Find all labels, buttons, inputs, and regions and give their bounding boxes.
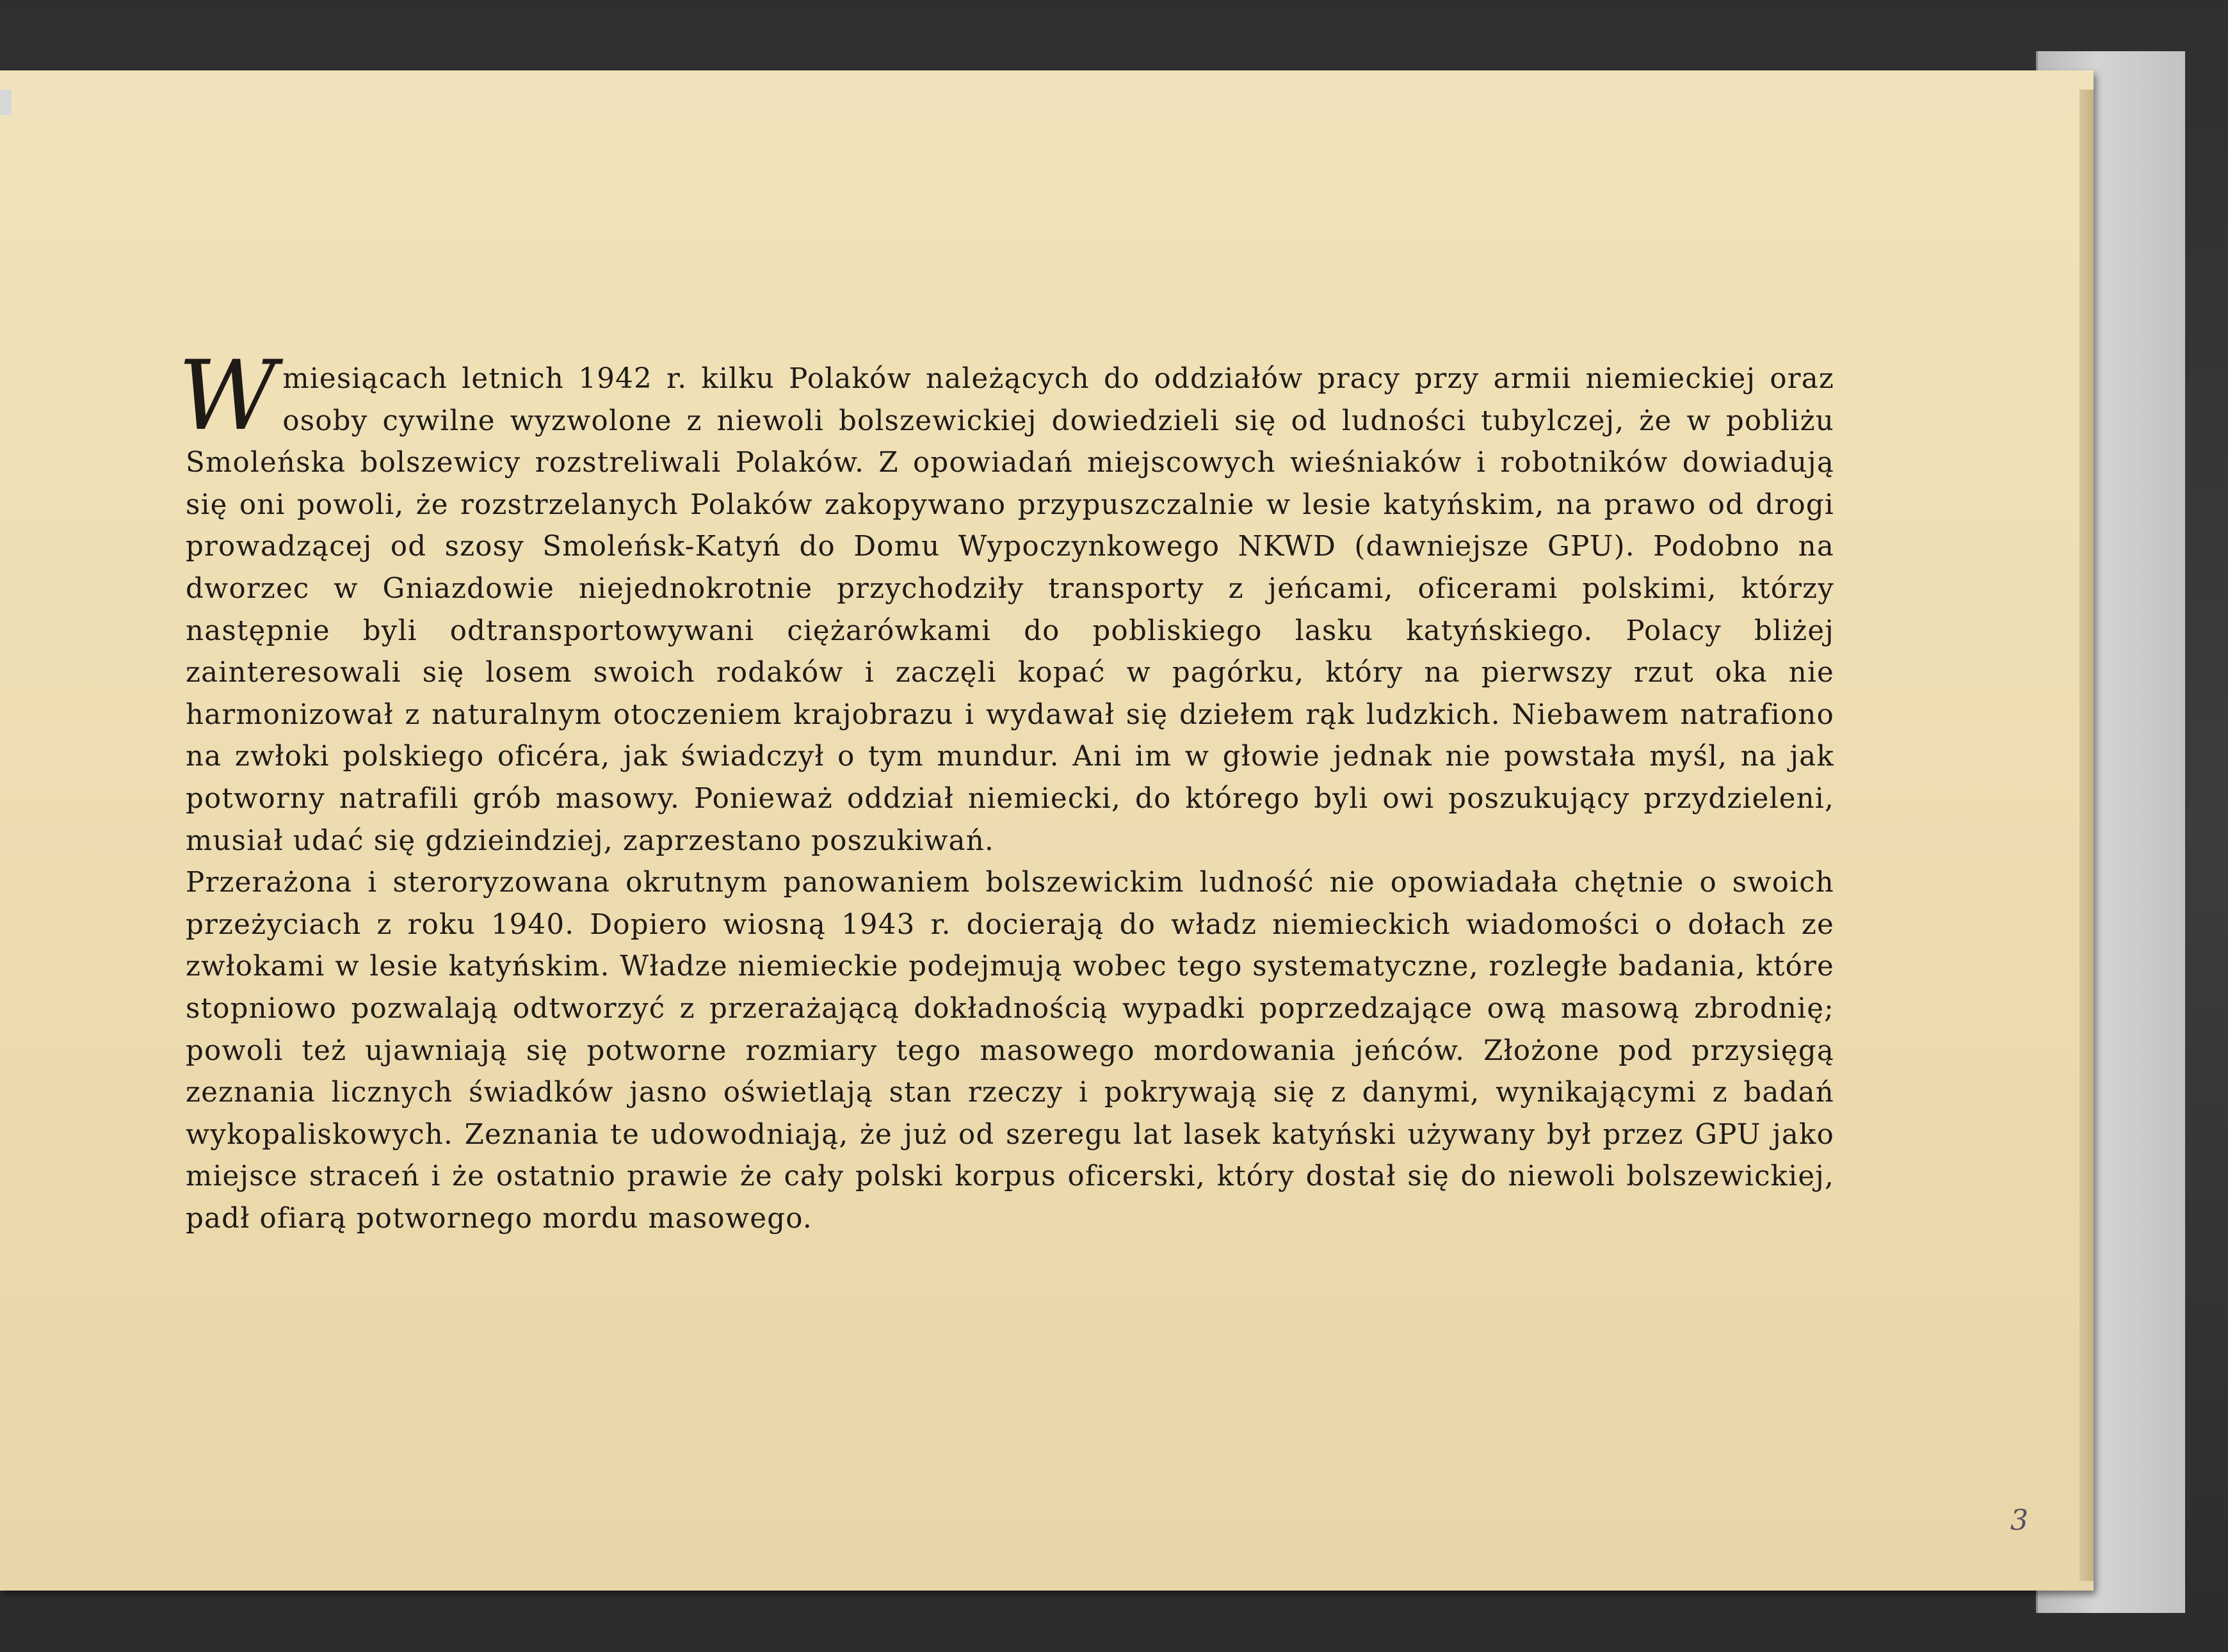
drop-cap: W [178,341,278,452]
page-number: 3 [2010,1504,2028,1537]
binding-clip [0,90,12,115]
paragraph-1 [178,341,1834,862]
page-edge [2079,90,2094,1581]
paragraph-1-text: miesiącach letnich 1942 r. kilku Polaków należących do oddziałów pracy przy armii niemieckiej oraz osoby cywilne wyzwolone z niewoli bolszewickiej dowiedzieli się od ludności tubylczej, że w pobliżu Smoleńska bolszewicy rozstreliwali Polaków. Z opowiadań miejscowych wieśniaków i robotników dowiadują się oni powoli, że rozstrzelanych Polaków zakopywano przypuszczalnie w lesie katyńskim, na prawo od drogi prowadzącej od szosy Smoleńsk-Katyń do Domu Wypoczynkowego NKWD (dawniejsze GPU). Podobno na dworzec w Gniazdowie niejednokrotnie przychodziły transporty z jeńcami, oficerami polskimi, którzy następnie byli odtransportowywani ciężarówkami do pobliskiego lasku katyńskiego. Polacy bliżej zainteresowali się losem swoich rodaków i zaczęli kopać w pagórku, który na pierwszy rzut oka nie harmonizował z naturalnym otoczeniem krajobrazu i wydawał się dziełem rąk ludzkich. Niebawem natrafiono na zwłoki polskiego oficéra, jak świadczył o tym mundur. Ani im w głowie jednak nie powstała myśl, na jak potworny natrafili grób masowy. Ponieważ oddział niemiecki, do którego byli owi poszukujący przydzieleni, musiał udać się gdzieindziej, zaprzestano poszukiwań. [186,363,1834,857]
body-text [178,341,1834,1240]
paragraph-2: Przerażona i steroryzowana okrutnym panowaniem bolszewickim ludność nie opowiadała chętnie o swoich przeżyciach z roku 1940. Dopiero wiosną 1943 r. docierają do władz niemieckich wiadomości o dołach ze zwłokami w lesie katyńskim. Władze niemieckie podejmują wobec tego systematyczne, rozległe badania, które stopniowo pozwalają odtworzyć z przerażającą dokładnością wypadki poprzedzające ową masową zbrodnię; powoli też ujawniają się potworne rozmiary tego masowego mordowania jeńców. Złożone pod przysięgą zeznania licznych świadków jasno oświetlają stan rzeczy i pokrywają się z danymi, wynikającymi z badań wykopaliskowych. Zeznania te udowodniają, że już od szeregu lat lasek katyński używany był przez GPU jako miejsce straceń i że ostatnio prawie że cały polski korpus oficerski, który dostał się do niewoli bolszewickiej, padł ofiarą potwornego mordu masowego. [186,867,1834,1235]
